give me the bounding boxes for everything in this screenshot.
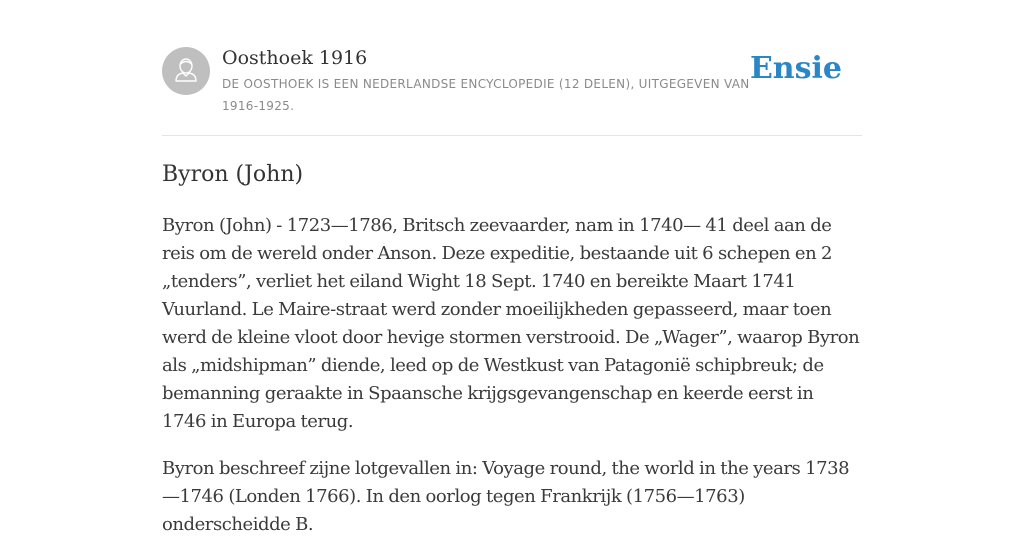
entry-title: Byron (John)	[162, 162, 304, 187]
source-avatar[interactable]	[162, 47, 210, 95]
entry-body	[162, 212, 862, 558]
entry-paragraph-2: Byron beschreef zijne lotgevallen in: Voyage round, the world in the years 1738—1746 (Londen 1766). In den oorlog tegen Frankrijk (1756—1763) onderscheidde B.	[162, 458, 850, 535]
page-container	[162, 0, 862, 535]
source-description: DE OOSTHOEK IS EEN NEDERLANDSE ENCYCLOPEDIE (12 DELEN), UITGEGEVEN VAN 1916-1925.	[222, 77, 750, 113]
user-icon	[162, 47, 210, 95]
header-divider	[162, 135, 862, 136]
ensie-logo-link[interactable]: Ensie	[749, 51, 842, 86]
source-title[interactable]: Oosthoek 1916	[222, 47, 368, 69]
source-header	[162, 46, 862, 116]
entry-paragraph-1: Byron (John) - 1723—1786, Britsch zeevaarder, nam in 1740— 41 deel aan de reis om de wereld onder Anson. Deze expeditie, bestaande uit 6 schepen en 2 „tenders”, verliet het eiland Wight 18 Sept. 1740 en bereikte Maart 1741 Vuurland. Le Maire-straat werd zonder moeilijkheden gepasseerd, maar toen werd de kleine vloot door hevige stormen verstrooid. De „Wager”, waarop Byron als „midshipman” diende, leed op de Westkust van Patagonië schipbreuk; de bemanning geraakte in Spaansche krijgsgevangenschap en keerde eerst in 1746 in Europa terug.	[162, 215, 860, 432]
